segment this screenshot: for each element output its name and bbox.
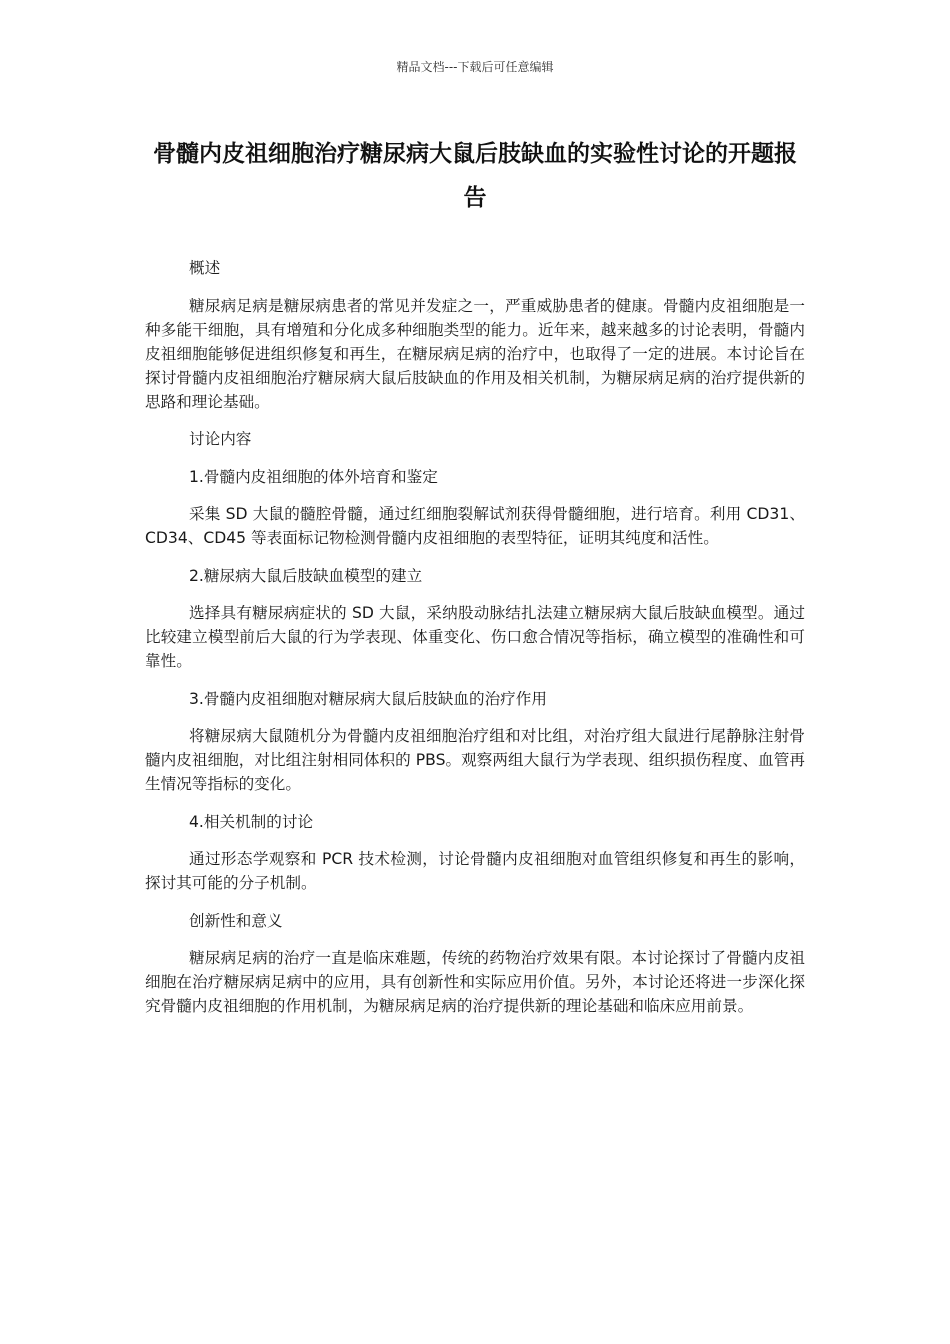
subheading-3: 3.骨髓内皮祖细胞对糖尿病大鼠后肢缺血的治疗作用 <box>189 689 547 708</box>
section-heading-overview: 概述 <box>189 259 221 277</box>
header-note: 精品文档---下载后可任意编辑 <box>396 60 554 74</box>
document-title: 骨髓内皮祖细胞治疗糖尿病大鼠后肢缺血的实验性讨论的开题报告 <box>153 141 797 211</box>
subheading-2: 2.糖尿病大鼠后肢缺血模型的建立 <box>189 566 423 585</box>
subheading-4: 4.相关机制的讨论 <box>189 812 314 831</box>
section-heading-innovation: 创新性和意义 <box>189 911 283 930</box>
paragraph-1: 采集 SD 大鼠的髓腔骨髓，通过红细胞裂解试剂获得骨髓细胞，进行培育。利用 CD31、CD34、CD45 等表面标记物检测骨髓内皮祖细胞的表型特征，证明其纯度和活性。 <box>145 505 805 547</box>
paragraph-overview: 糖尿病足病是糖尿病患者的常见并发症之一，严重威胁患者的健康。骨髓内皮祖细胞是一种多能干细胞，具有增殖和分化成多种细胞类型的能力。近年来，越来越多的讨论表明，骨髓内皮祖细胞能够促进组织修复和再生，在糖尿病足病的治疗中，也取得了一定的进展。本讨论旨在探讨骨髓内皮祖细胞治疗糖尿病大鼠后肢缺血的作用及相关机制，为糖尿病足病的治疗提供新的思路和理论基础。 <box>145 296 805 411</box>
subheading-1: 1.骨髓内皮祖细胞的体外培育和鉴定 <box>189 467 438 486</box>
document-body <box>145 256 805 1032</box>
section-heading-content: 讨论内容 <box>189 430 252 448</box>
paragraph-3: 将糖尿病大鼠随机分为骨髓内皮祖细胞治疗组和对比组，对治疗组大鼠进行尾静脉注射骨髓内皮祖细胞，对比组注射相同体积的 PBS。观察两组大鼠行为学表现、组织损伤程度、血管再生情况等指标的变化。 <box>145 727 805 793</box>
paragraph-innovation: 糖尿病足病的治疗一直是临床难题，传统的药物治疗效果有限。本讨论探讨了骨髓内皮祖细胞在治疗糖尿病足病中的应用，具有创新性和实际应用价值。另外，本讨论还将进一步深化探究骨髓内皮祖细胞的作用机制，为糖尿病足病的治疗提供新的理论基础和临床应用前景。 <box>145 949 805 1015</box>
paragraph-4: 通过形态学观察和 PCR 技术检测，讨论骨髓内皮祖细胞对血管组织修复和再生的影响，探讨其可能的分子机制。 <box>145 850 805 892</box>
paragraph-2: 选择具有糖尿病症状的 SD 大鼠，采纳股动脉结扎法建立糖尿病大鼠后肢缺血模型。通过比较建立模型前后大鼠的行为学表现、体重变化、伤口愈合情况等指标，确立模型的准确性和可靠性。 <box>145 604 805 670</box>
